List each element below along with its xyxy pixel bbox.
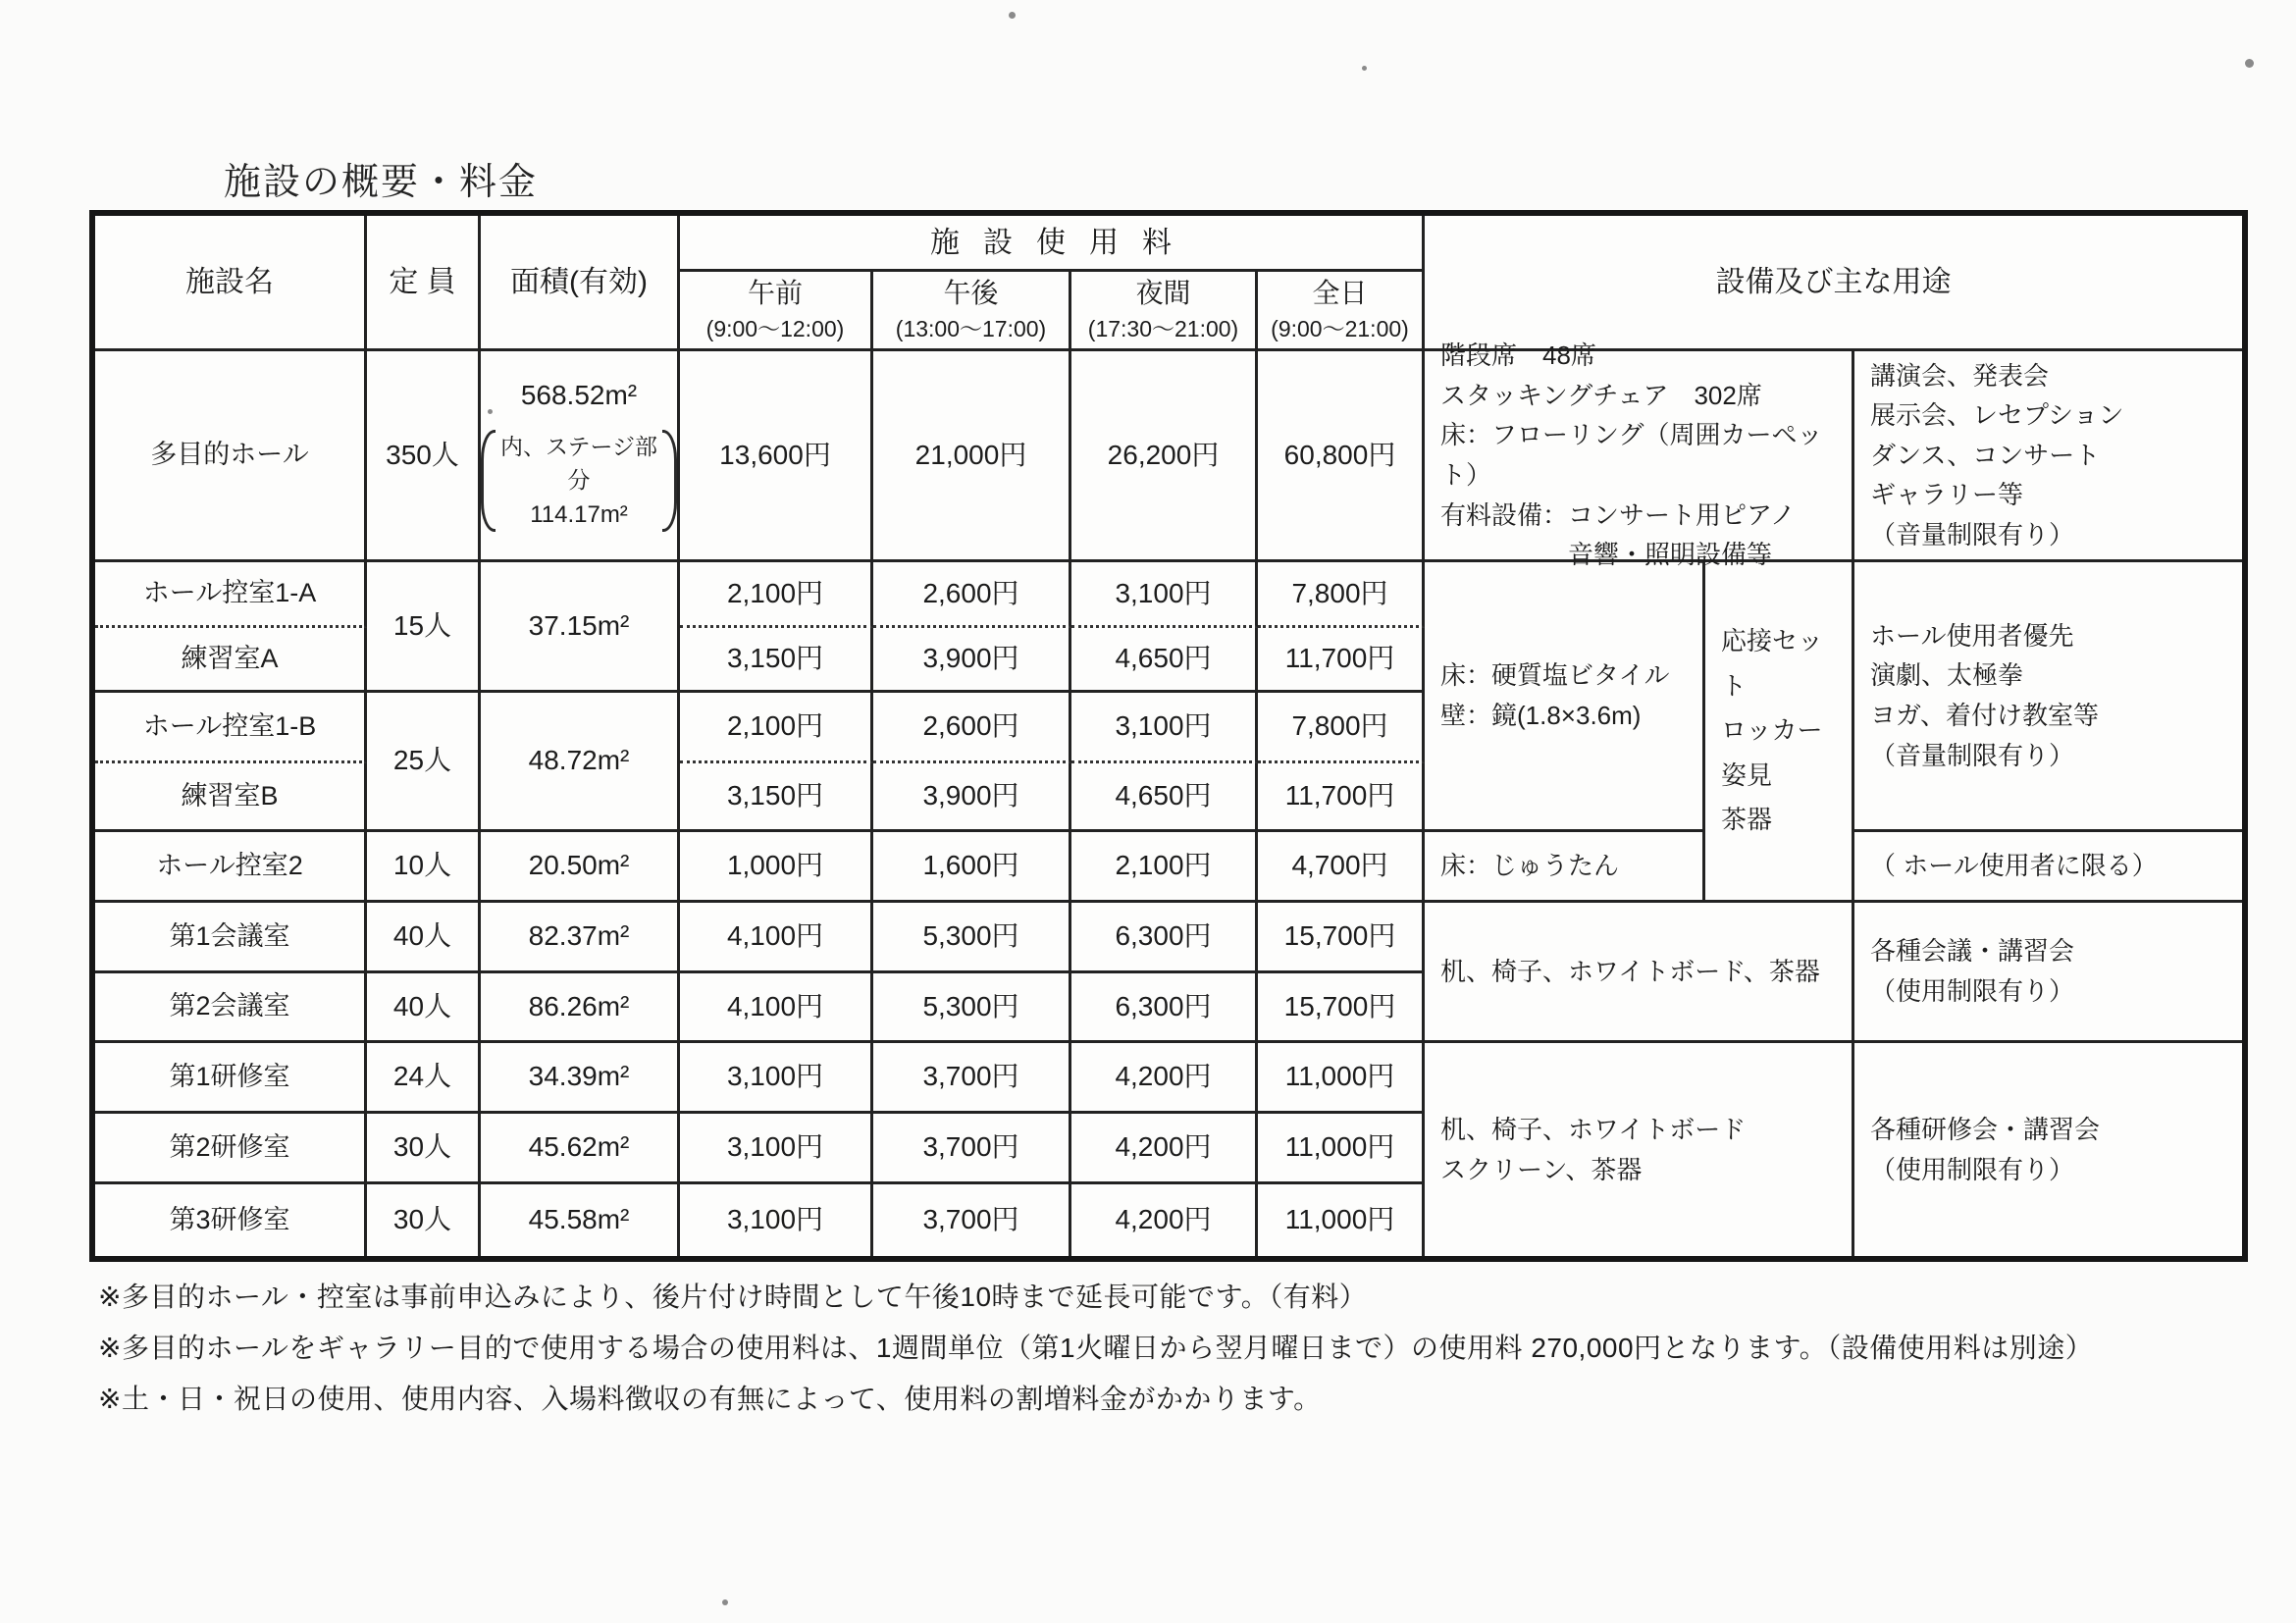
cell-line: 応接セット bbox=[1721, 626, 1824, 701]
cell-hall-fee-evening: 26,200円 bbox=[1071, 351, 1258, 562]
cell-waiting-use bbox=[1854, 562, 2242, 832]
cell-waiting2-name: ホール控室2 bbox=[95, 832, 367, 903]
cell-waiting-furniture bbox=[1705, 562, 1854, 903]
cell-training2-name: 第2研修室 bbox=[95, 1114, 367, 1184]
cell-line: ホール使用者優先 bbox=[1870, 620, 2074, 651]
page-title: 施設の概要・料金 bbox=[224, 162, 539, 203]
cell-training2-capacity: 30人 bbox=[367, 1114, 481, 1184]
cell-line: （使用制限有り） bbox=[1870, 976, 2075, 1006]
cell-waiting1a-fee-afternoon: 2,600円 bbox=[873, 562, 1071, 628]
cell-meeting2-fee-morning: 4,100円 bbox=[680, 973, 873, 1043]
footnote-extension: ※多目的ホール・控室は事前申込みにより、後片付け時間として午後10時まで延長可能です。（有料） bbox=[98, 1282, 1368, 1312]
cell-hall-fee-morning: 13,600円 bbox=[680, 351, 873, 562]
cell-training3-fee-allday: 11,000円 bbox=[1258, 1184, 1425, 1256]
cell-training1-fee-evening: 4,200円 bbox=[1071, 1043, 1258, 1114]
cell-hall-area bbox=[481, 351, 680, 562]
footnote-surcharge: ※土・日・祝日の使用、使用内容、入場料徴収の有無によって、使用料の割増料金がかかります。 bbox=[98, 1384, 1322, 1414]
cell-line: ダンス、コンサート bbox=[1870, 440, 2101, 470]
header-fee-evening bbox=[1071, 272, 1258, 351]
cell-practiceA-fee-morning: 3,150円 bbox=[680, 628, 873, 693]
cell-waiting2-floor: 床：じゅうたん bbox=[1425, 832, 1705, 903]
cell-waiting2-fee-evening: 2,100円 bbox=[1071, 832, 1258, 903]
cell-waiting1a-fee-allday: 7,800円 bbox=[1258, 562, 1425, 628]
cell-training1-name: 第1研修室 bbox=[95, 1043, 367, 1114]
cell-training2-area: 45.62m² bbox=[481, 1114, 680, 1184]
fee-col-time: (17:30～21:00) bbox=[1087, 315, 1239, 341]
cell-hall-equipment bbox=[1425, 340, 1854, 570]
cell-hall-name: 多目的ホール bbox=[95, 351, 367, 562]
cell-line: 各種会議・講習会 bbox=[1870, 936, 2075, 967]
cell-hall-capacity: 350人 bbox=[367, 351, 481, 562]
cell-line: 講演会、発表会 bbox=[1870, 360, 2050, 391]
cell-line: ヨガ、着付け教室等 bbox=[1870, 701, 2099, 730]
cell-training1-fee-afternoon: 3,700円 bbox=[873, 1043, 1071, 1114]
big-paren-right bbox=[662, 430, 677, 532]
cell-meeting2-fee-evening: 6,300円 bbox=[1071, 973, 1258, 1043]
cell-line: 床：フローリング（周囲カーペット） bbox=[1440, 420, 1823, 490]
fee-col-label: 夜間 bbox=[1135, 278, 1191, 309]
cell-line: （音量制限有り） bbox=[1870, 740, 2075, 770]
cell-waiting1b-fee-afternoon: 2,600円 bbox=[873, 693, 1071, 763]
cell-waiting1a-fee-evening: 3,100円 bbox=[1071, 562, 1258, 628]
cell-training-use bbox=[1854, 1043, 2242, 1256]
cell-training3-fee-morning: 3,100円 bbox=[680, 1184, 873, 1256]
cell-waiting1a-capacity: 15人 bbox=[367, 562, 481, 693]
cell-training2-fee-allday: 11,000円 bbox=[1258, 1114, 1425, 1184]
cell-line: 床：硬質塩ビタイル bbox=[1440, 660, 1670, 691]
cell-waiting2-fee-afternoon: 1,600円 bbox=[873, 832, 1071, 903]
header-fee-allday bbox=[1258, 272, 1425, 351]
cell-line: （使用制限有り） bbox=[1870, 1154, 2075, 1184]
cell-training2-fee-morning: 3,100円 bbox=[680, 1114, 873, 1184]
cell-meeting1-name: 第1会議室 bbox=[95, 903, 367, 973]
cell-practiceB-name: 練習室B bbox=[95, 763, 367, 832]
hall-area-value: 568.52m² bbox=[520, 380, 638, 411]
fee-col-time: (9:00～12:00) bbox=[705, 315, 845, 341]
cell-meeting2-fee-allday: 15,700円 bbox=[1258, 973, 1425, 1043]
fee-col-label: 全日 bbox=[1312, 278, 1368, 309]
header-area: 面積(有効) bbox=[481, 216, 680, 351]
cell-training1-fee-morning: 3,100円 bbox=[680, 1043, 873, 1114]
cell-line: スタッキングチェア 302席 bbox=[1440, 380, 1762, 410]
scan-artifact-dot bbox=[1362, 66, 1367, 71]
cell-line: ロッカー bbox=[1721, 715, 1823, 746]
cell-line: 壁：鏡(1.8×3.6m) bbox=[1440, 701, 1642, 730]
cell-waiting2-fee-allday: 4,700円 bbox=[1258, 832, 1425, 903]
cell-line: 演劇、太極拳 bbox=[1870, 660, 2024, 691]
scan-artifact-dot bbox=[2245, 59, 2254, 68]
cell-waiting1b-area: 48.72m² bbox=[481, 693, 680, 832]
stage-note-line: 内、ステージ部分 bbox=[499, 433, 658, 494]
header-facility-name: 施設名 bbox=[95, 216, 367, 351]
fee-col-label: 午後 bbox=[943, 278, 999, 309]
cell-waiting2-capacity: 10人 bbox=[367, 832, 481, 903]
fee-col-label: 午前 bbox=[747, 278, 803, 309]
big-paren-left bbox=[481, 430, 496, 532]
scan-artifact-dot bbox=[722, 1599, 728, 1605]
cell-waiting2-fee-morning: 1,000円 bbox=[680, 832, 873, 903]
cell-training2-fee-afternoon: 3,700円 bbox=[873, 1114, 1071, 1184]
cell-waiting1b-fee-allday: 7,800円 bbox=[1258, 693, 1425, 763]
cell-meeting2-fee-afternoon: 5,300円 bbox=[873, 973, 1071, 1043]
fee-col-time: (13:00～17:00) bbox=[895, 315, 1047, 341]
hall-area-stage-note bbox=[481, 430, 677, 533]
cell-waiting1a-area: 37.15m² bbox=[481, 562, 680, 693]
cell-training1-capacity: 24人 bbox=[367, 1043, 481, 1114]
header-fees-group: 施設使用料 bbox=[680, 216, 1425, 272]
cell-meeting1-area: 82.37m² bbox=[481, 903, 680, 973]
cell-waiting2-use: （ ホール使用者に限る） bbox=[1854, 832, 2242, 903]
cell-practiceA-fee-afternoon: 3,900円 bbox=[873, 628, 1071, 693]
cell-practiceA-fee-allday: 11,700円 bbox=[1258, 628, 1425, 693]
cell-line: （音量制限有り） bbox=[1870, 519, 2075, 550]
cell-meeting2-name: 第2会議室 bbox=[95, 973, 367, 1043]
cell-training1-area: 34.39m² bbox=[481, 1043, 680, 1114]
cell-line: 各種研修会・講習会 bbox=[1870, 1114, 2101, 1144]
cell-training3-area: 45.58m² bbox=[481, 1184, 680, 1256]
cell-line: 階段席 48席 bbox=[1440, 340, 1596, 371]
cell-line: 机、椅子、ホワイトボード bbox=[1440, 1114, 1747, 1144]
cell-practiceA-name: 練習室A bbox=[95, 628, 367, 693]
scan-artifact-dot bbox=[1009, 12, 1016, 19]
cell-meeting2-area: 86.26m² bbox=[481, 973, 680, 1043]
cell-line: スクリーン、茶器 bbox=[1440, 1154, 1643, 1184]
cell-practiceB-fee-morning: 3,150円 bbox=[680, 763, 873, 832]
header-fee-morning bbox=[680, 272, 873, 351]
cell-waiting1b-fee-morning: 2,100円 bbox=[680, 693, 873, 763]
cell-line: 姿見 bbox=[1721, 759, 1773, 790]
cell-line: 展示会、レセプション bbox=[1870, 400, 2124, 431]
cell-training3-fee-afternoon: 3,700円 bbox=[873, 1184, 1071, 1256]
cell-practiceB-fee-afternoon: 3,900円 bbox=[873, 763, 1071, 832]
facility-fee-table bbox=[89, 210, 2248, 1262]
cell-training2-fee-evening: 4,200円 bbox=[1071, 1114, 1258, 1184]
cell-meeting1-fee-allday: 15,700円 bbox=[1258, 903, 1425, 973]
cell-meeting2-capacity: 40人 bbox=[367, 973, 481, 1043]
cell-hall-fee-allday: 60,800円 bbox=[1258, 351, 1425, 562]
cell-hall-use bbox=[1854, 351, 2242, 562]
cell-waiting1b-name: ホール控室1-B bbox=[95, 693, 367, 763]
cell-meeting1-fee-morning: 4,100円 bbox=[680, 903, 873, 973]
cell-training3-fee-evening: 4,200円 bbox=[1071, 1184, 1258, 1256]
cell-training3-name: 第3研修室 bbox=[95, 1184, 367, 1256]
footnote-gallery-fee: ※多目的ホールをギャラリー目的で使用する場合の使用料は、1週間単位（第1火曜日から翌月曜日まで）の使用料 270,000円となります。（設備使用料は別途） bbox=[98, 1333, 2094, 1363]
fee-col-time: (9:00～21:00) bbox=[1271, 315, 1409, 341]
cell-waiting1b-fee-evening: 3,100円 bbox=[1071, 693, 1258, 763]
header-fee-afternoon bbox=[873, 272, 1071, 351]
cell-meeting1-fee-evening: 6,300円 bbox=[1071, 903, 1258, 973]
cell-hall-fee-afternoon: 21,000円 bbox=[873, 351, 1071, 562]
cell-waiting1b-capacity: 25人 bbox=[367, 693, 481, 832]
cell-practiceB-fee-allday: 11,700円 bbox=[1258, 763, 1425, 832]
header-capacity: 定 員 bbox=[367, 216, 481, 351]
cell-meeting-equipment: 机、椅子、ホワイトボード、茶器 bbox=[1425, 903, 1854, 1043]
cell-practiceA-fee-evening: 4,650円 bbox=[1071, 628, 1258, 693]
cell-waiting1a-name: ホール控室1-A bbox=[95, 562, 367, 628]
cell-waiting1a-fee-morning: 2,100円 bbox=[680, 562, 873, 628]
cell-line: 有料設備：コンサート用ピアノ bbox=[1440, 499, 1796, 530]
cell-waiting2-area: 20.50m² bbox=[481, 832, 680, 903]
cell-training-equipment bbox=[1425, 1043, 1854, 1256]
scan-artifact-dot bbox=[488, 409, 493, 414]
cell-meeting-use bbox=[1854, 903, 2242, 1043]
cell-waiting-floor-wall bbox=[1425, 562, 1705, 832]
cell-training3-capacity: 30人 bbox=[367, 1184, 481, 1256]
cell-line: 茶器 bbox=[1721, 805, 1773, 835]
stage-note-line: 114.17m² bbox=[530, 500, 628, 528]
cell-training1-fee-allday: 11,000円 bbox=[1258, 1043, 1425, 1114]
cell-line: 音響・照明設備等 bbox=[1568, 540, 1773, 570]
cell-meeting1-fee-afternoon: 5,300円 bbox=[873, 903, 1071, 973]
cell-line: ギャラリー等 bbox=[1870, 480, 2024, 510]
header-equipment-use: 設備及び主な用途 bbox=[1425, 216, 2242, 351]
cell-practiceB-fee-evening: 4,650円 bbox=[1071, 763, 1258, 832]
cell-meeting1-capacity: 40人 bbox=[367, 903, 481, 973]
